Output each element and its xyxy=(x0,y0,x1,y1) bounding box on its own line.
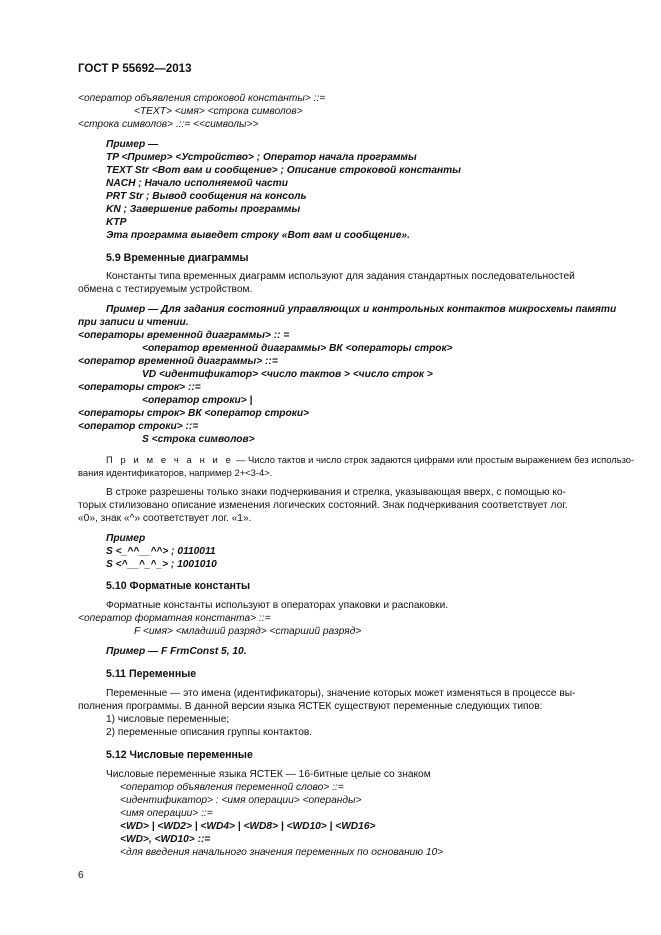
paragraph-line: Числовые переменные языка ЯСТЕК — 16-битные целые со знаком xyxy=(106,769,431,780)
example-label: Пример — xyxy=(106,139,159,150)
code-line: TP <Пример> <Устройство> ; Оператор начала программы xyxy=(106,152,417,163)
section-heading-5-11: 5.11 Переменные xyxy=(106,668,197,680)
grammar-line: F <имя> <младший разряд> <старший разряд> xyxy=(134,626,362,637)
code-line: Эта программа выведет строку «Вот вам и сообщение». xyxy=(106,230,410,241)
paragraph-line: «0», знак «^» соответствует лог. «1». xyxy=(78,513,252,524)
example-label: Пример xyxy=(106,533,146,544)
paragraph-line: Переменные — это имена (идентификаторы), значение которых может изменяться в процессе вы- xyxy=(106,688,576,699)
paragraph-line: В строке разрешены только знаки подчеркивания и стрелка, указывающая вверх, с помощью ко- xyxy=(106,487,566,498)
code-line: <операторы строк> ВК <оператор строки> xyxy=(78,408,310,419)
paragraph-line: Форматные константы используют в операторах упаковки и распаковки. xyxy=(106,600,449,611)
code-line: <оператор строки> | xyxy=(142,395,253,406)
code-line: PRT Str ; Вывод сообщения на консоль xyxy=(106,191,307,202)
grammar-line: <WD> | <WD2> | <WD4> | <WD8> | <WD10> | <WD16> xyxy=(120,821,376,832)
grammar-line: <идентификатор> : <имя операции> <операнды> xyxy=(120,795,362,806)
grammar-line: <для введения начального значения переменных по основанию 10> xyxy=(120,847,444,858)
note-line xyxy=(106,454,634,466)
note-line: вания идентификаторов, например 2+<3-4>. xyxy=(78,467,273,478)
paragraph-line: полнения программы. В данной версии языка ЯСТЕК существуют переменные следующих типов: xyxy=(78,701,543,712)
code-line: <оператор временной диаграммы> ВК <операторы строк> xyxy=(142,343,453,354)
grammar-line: <WD>, <WD10> ::= xyxy=(120,834,211,845)
list-item: 1) числовые переменные; xyxy=(106,714,230,725)
section-heading-5-10: 5.10 Форматные константы xyxy=(106,580,251,592)
code-line: KTP xyxy=(106,217,127,228)
page-header: ГОСТ Р 55692—2013 xyxy=(78,63,192,75)
grammar-line: <оператор объявления строковой константы> ::= xyxy=(78,93,326,104)
page-number: 6 xyxy=(78,870,84,881)
grammar-line: <оператор форматная константа> ::= xyxy=(78,613,271,624)
grammar-line: <строка символов> .::= <<символы>> xyxy=(78,119,259,130)
code-line: S <_^^__^^> ; 0110011 xyxy=(106,546,216,557)
note-text: — Число тактов и число строк задаются цифрами или простым выражением без использо- xyxy=(233,454,635,465)
note-label: П р и м е ч а н и е xyxy=(106,454,234,465)
code-line: S <^__^_^_> ; 1001010 xyxy=(106,559,217,570)
code-line: NACH ; Начало исполняемой части xyxy=(106,178,288,189)
code-line: <операторы временной диаграммы> :: = xyxy=(78,330,290,341)
code-line: KN ; Завершение работы программы xyxy=(106,204,301,215)
grammar-line: <TEXT> <имя> <строка символов> xyxy=(134,106,303,117)
example-line: Пример — Для задания состояний управляющих и контрольных контактов микросхемы памяти xyxy=(106,304,617,315)
paragraph-line: торых стилизовано описание изменения логических состояний. Знак подчеркивания соответствует лог. xyxy=(78,500,568,511)
section-heading-5-12: 5.12 Числовые переменные xyxy=(106,749,253,761)
example-line: Пример — F FrmConst 5, 10. xyxy=(106,646,247,657)
paragraph-line: обмена с тестируемым устройством. xyxy=(78,284,253,295)
list-item: 2) переменные описания группы контактов. xyxy=(106,727,313,738)
example-line: при записи и чтении. xyxy=(78,317,189,328)
code-line: <операторы строк> ::= xyxy=(78,382,201,393)
code-line: VD <идентификатор> <число тактов > <число строк > xyxy=(142,369,433,380)
grammar-line: <оператор объявления переменной слово> ::= xyxy=(120,782,344,793)
code-line: S <строка символов> xyxy=(142,434,255,445)
code-line: <оператор временной диаграммы> ::= xyxy=(78,356,278,367)
section-heading-5-9: 5.9 Временные диаграммы xyxy=(106,252,249,264)
grammar-line: <имя операции> ::= xyxy=(120,808,213,819)
code-line: TEXT Str <Вот вам и сообщение> ; Описание строковой константы xyxy=(106,165,461,176)
code-line: <оператор строки> ::= xyxy=(78,421,199,432)
paragraph-line: Константы типа временных диаграмм используют для задания стандартных последовательностей xyxy=(106,271,575,282)
